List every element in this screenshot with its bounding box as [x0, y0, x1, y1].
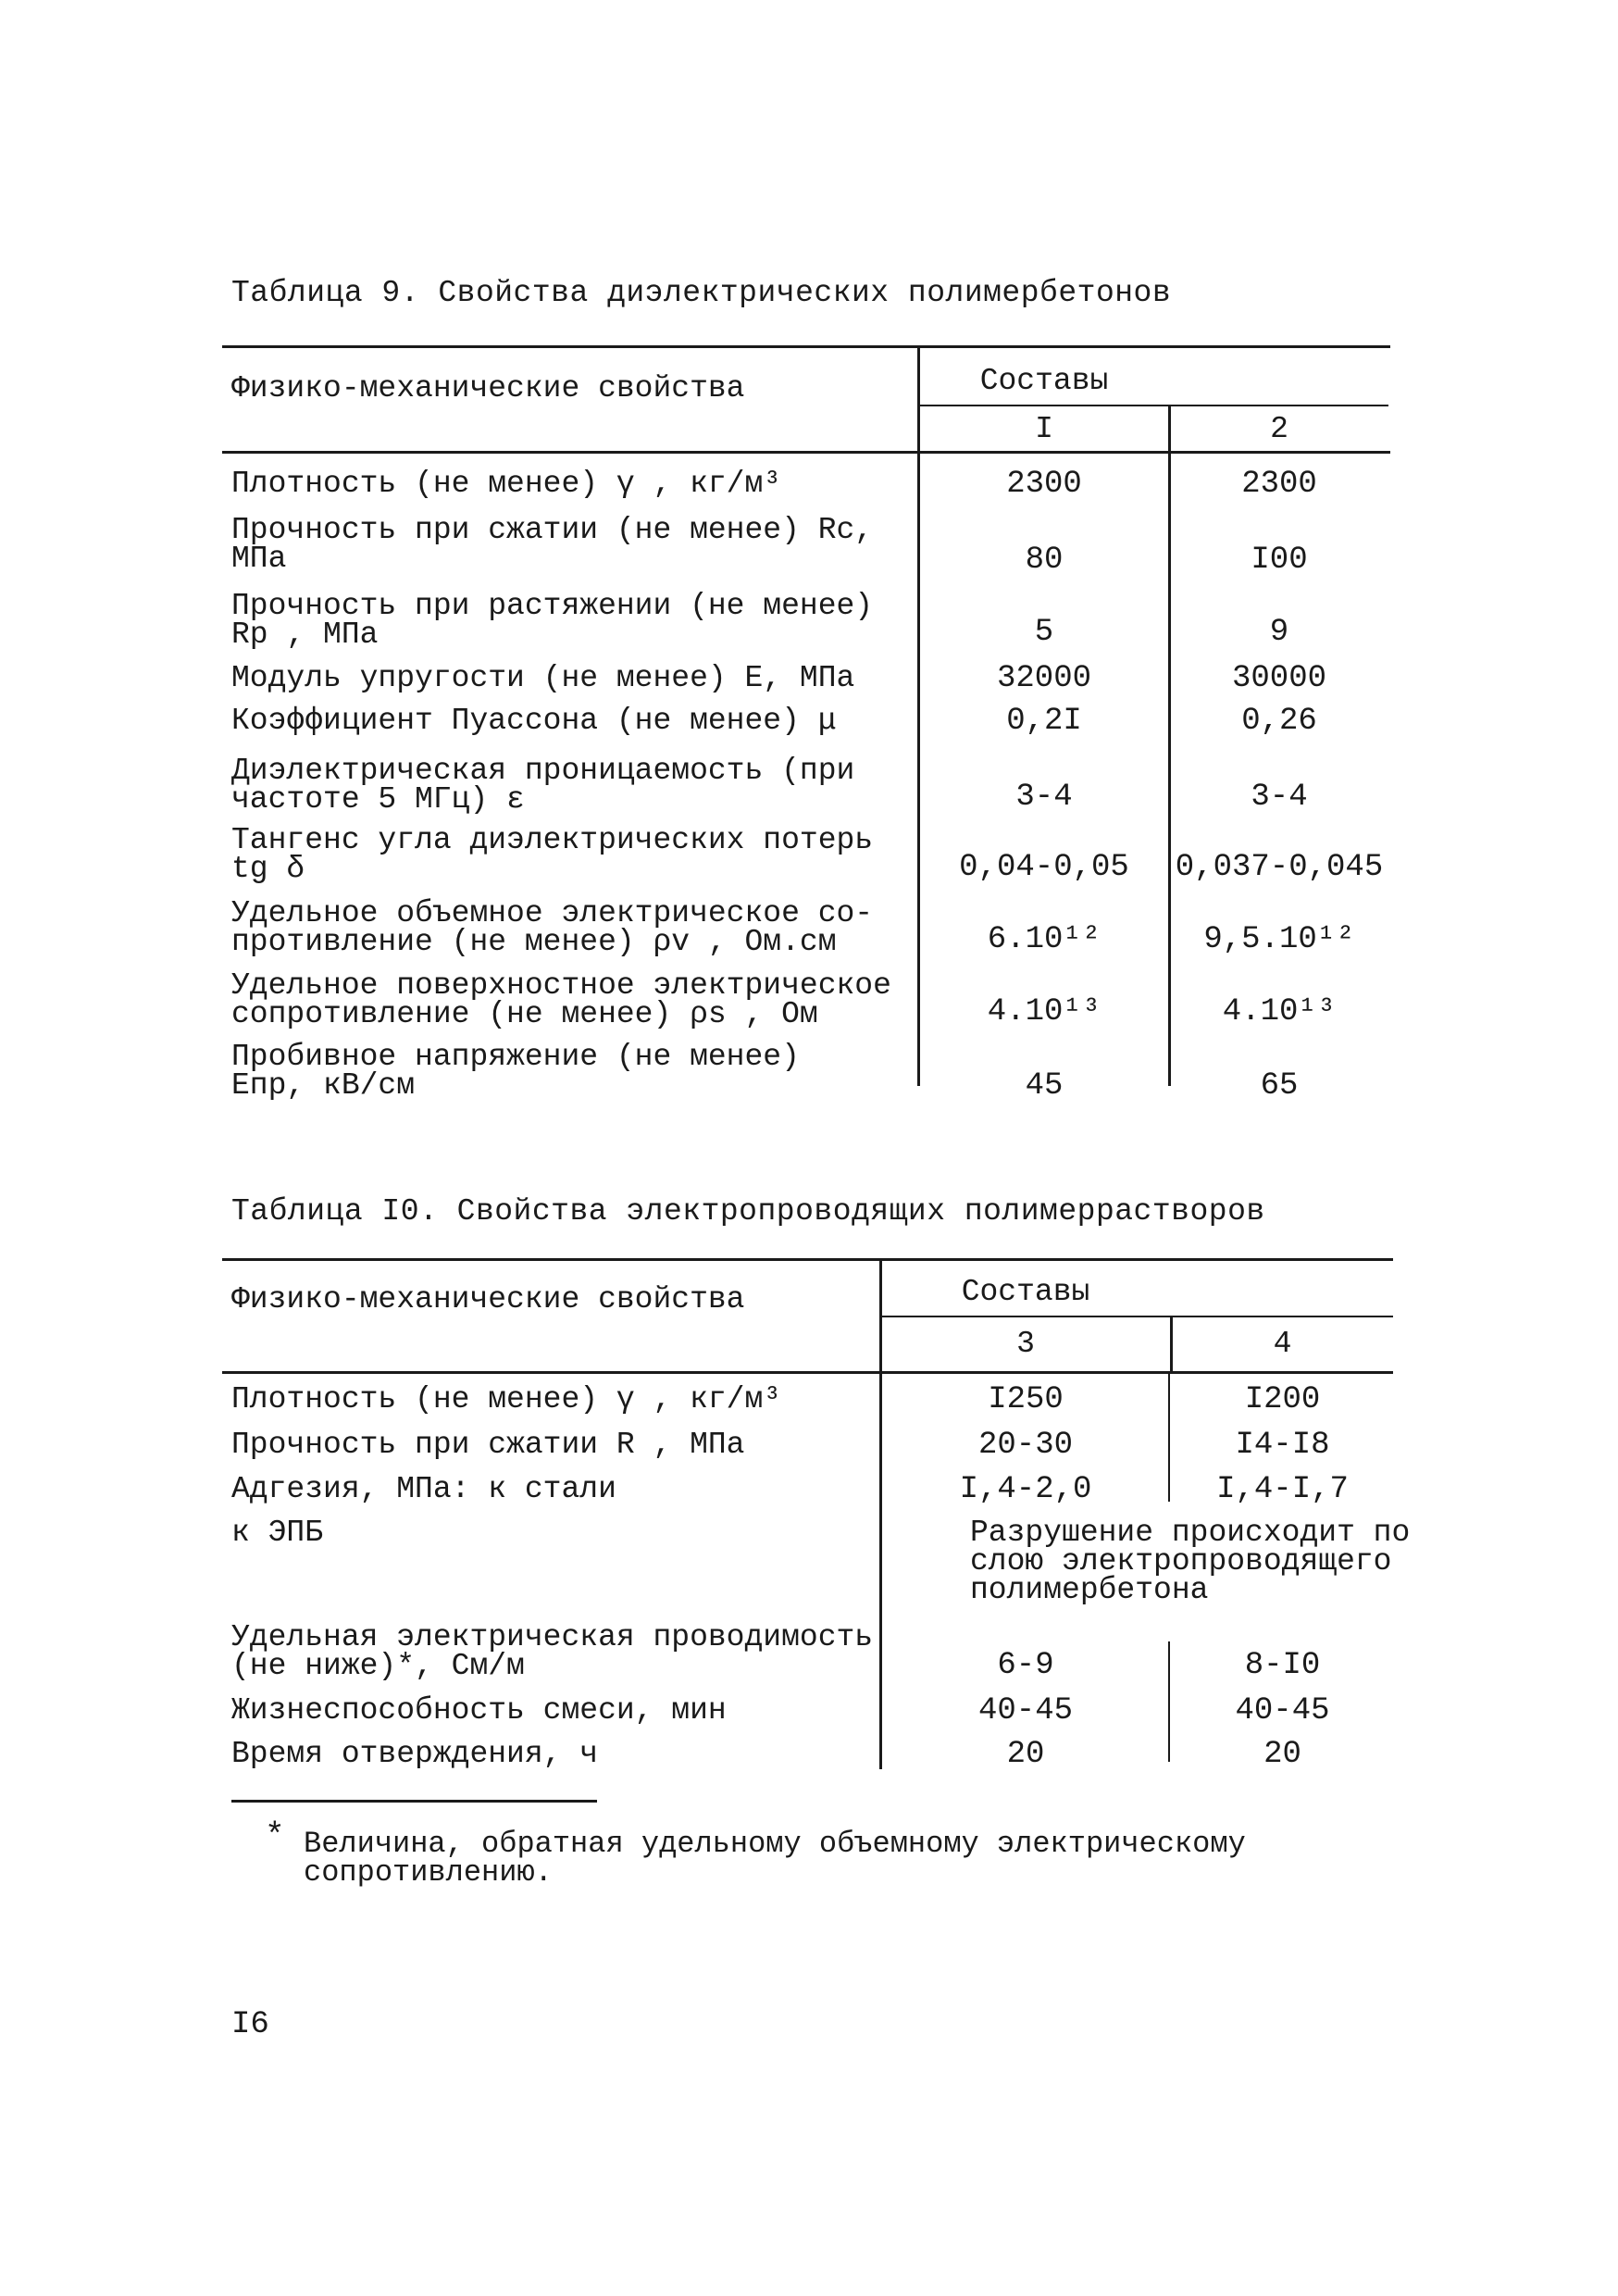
table9-header-compositions: Составы	[979, 364, 1109, 398]
footnote-line-2: сопротивлению.	[304, 1855, 553, 1890]
table10-row-label: Жизнеспособность смеси, мин	[231, 1693, 727, 1728]
table9-cell-col1: 0,04-0,05	[959, 850, 1129, 885]
table9-cell-col2: 30000	[1231, 661, 1327, 696]
table9-cell-col1: 5	[1034, 615, 1054, 650]
table10-row-label: Удельная электрическая проводимость	[231, 1620, 874, 1654]
table10-cell-col1: I,4-2,0	[959, 1472, 1092, 1507]
table10-cell-col2: I4-I8	[1235, 1428, 1330, 1463]
table9-cell-col2: 65	[1260, 1068, 1299, 1104]
table9-row-label: tg δ	[231, 852, 305, 886]
table10-row-label: к ЭПБ	[231, 1516, 324, 1550]
table10-cell-col2: I200	[1244, 1382, 1321, 1417]
table10-merged-cell: Разрушение происходит по	[970, 1516, 1411, 1550]
table10-cell-col2: 8-I0	[1244, 1648, 1321, 1683]
table9-row-label: Удельное поверхностное электрическое	[231, 968, 891, 1003]
table9-cell-col2: 2300	[1241, 467, 1317, 502]
table10-row-label: Время отверждения, ч	[231, 1737, 599, 1771]
table9-row-label: Коэффициент Пуассона (не менее) μ	[231, 704, 837, 738]
table9-cell-col1: 32000	[996, 661, 1092, 696]
footnote-rule	[231, 1800, 597, 1803]
table9-header-col1: I	[1035, 412, 1053, 446]
footnote-line-1: Величина, обратная удельному объемному электрическому	[304, 1827, 1246, 1861]
table10-header-col2: 4	[1273, 1327, 1292, 1361]
table9-row-label: Прочность при растяжении (не менее)	[231, 589, 874, 623]
table9-top-rule	[222, 345, 1390, 348]
table10-row-label: (не ниже)*, См/м	[231, 1649, 525, 1683]
table10-cell-col2: 40-45	[1235, 1693, 1330, 1728]
table10-divider-cols	[1168, 1641, 1170, 1762]
table9-row-label: Пробивное напряжение (не менее)	[231, 1040, 800, 1074]
table9-cell-col1: 2300	[1006, 467, 1082, 502]
table9-row-label: Тангенс угла диэлектрических потерь	[231, 823, 874, 857]
table10-compositions-rule	[881, 1316, 1393, 1317]
table9-cell-col1: 80	[1025, 543, 1064, 578]
table9-cell-col2: 0,037-0,045	[1175, 850, 1384, 885]
table10-cell-col2: 20	[1263, 1737, 1301, 1772]
table10-header-compositions: Составы	[961, 1275, 1090, 1309]
table10-divider-cols	[1168, 1374, 1170, 1502]
table9-cell-col2: 9,5.10¹²	[1203, 922, 1355, 957]
table9-cell-col1: 4.10¹³	[987, 994, 1101, 1029]
table10-header-col1: 3	[1016, 1327, 1035, 1361]
table9-row-label: противление (не менее) ρv , Ом.см	[231, 925, 837, 959]
table9-row-label: частоте 5 МГц) ε	[231, 782, 525, 817]
table9-row-label: Удельное объемное электрическое со-	[231, 896, 874, 930]
table10-cell-col1: 20	[1006, 1737, 1045, 1772]
table10-header-bottom-rule	[222, 1371, 1393, 1374]
table10-cell-col2: I,4-I,7	[1216, 1472, 1349, 1507]
table9-row-label: сопротивление (не менее) ρs , Ом	[231, 997, 818, 1031]
table9-row-label: Модуль упругости (не менее) Е, МПа	[231, 661, 855, 695]
table10-top-rule	[222, 1258, 1393, 1261]
table10-cell-col1: 20-30	[977, 1428, 1074, 1463]
table9-header-col2: 2	[1270, 412, 1288, 446]
table9-row-label: Диэлектрическая проницаемость (при	[231, 754, 855, 788]
table10-caption: Таблица I0. Свойства электропроводящих полимеррастворов	[231, 1194, 1265, 1229]
table9-row-label: Плотность (не менее) γ , кг/м³	[231, 467, 782, 501]
page-number: I6	[231, 2007, 269, 2042]
table9-header-bottom-rule	[222, 451, 1390, 454]
table9-cell-col2: I00	[1251, 543, 1308, 578]
table9-compositions-rule	[919, 405, 1388, 406]
table10-cell-col1: 40-45	[977, 1693, 1074, 1728]
table10-cell-col1: I250	[988, 1382, 1064, 1417]
table9-row-label: Rp , МПа	[231, 618, 379, 652]
table9-row-label: МПа	[231, 542, 287, 576]
table9-cell-col2: 0,26	[1241, 704, 1317, 739]
table10-row-label: Плотность (не менее) γ , кг/м³	[231, 1382, 782, 1416]
table9-cell-col2: 4.10¹³	[1222, 994, 1337, 1029]
table10-header-property: Физико-механические свойства	[231, 1282, 745, 1316]
table9-cell-col1: 0,2I	[1006, 704, 1082, 739]
table9-cell-col2: 3-4	[1251, 780, 1308, 815]
table9-cell-col1: 3-4	[1015, 780, 1073, 815]
table9-header-property: Физико-механические свойства	[231, 371, 745, 406]
table9-row-label: Епр, кВ/см	[231, 1068, 416, 1103]
table9-cell-col1: 6.10¹²	[987, 922, 1101, 957]
footnote-mark: *	[265, 1817, 285, 1855]
table9-cell-col1: 45	[1025, 1068, 1064, 1104]
table10-merged-cell: полимербетона	[970, 1573, 1209, 1607]
table9-row-label: Прочность при сжатии (не менее) Rc,	[231, 513, 874, 547]
table9-caption: Таблица 9. Свойства диэлектрических полимербетонов	[231, 276, 1172, 310]
table10-cell-col1: 6-9	[997, 1648, 1054, 1683]
table9-cell-col2: 9	[1269, 615, 1289, 650]
table10-row-label: Адгезия, МПа: к стали	[231, 1472, 616, 1506]
table10-merged-cell: слою электропроводящего	[970, 1544, 1392, 1578]
table10-row-label: Прочность при сжатии R , МПа	[231, 1428, 745, 1462]
